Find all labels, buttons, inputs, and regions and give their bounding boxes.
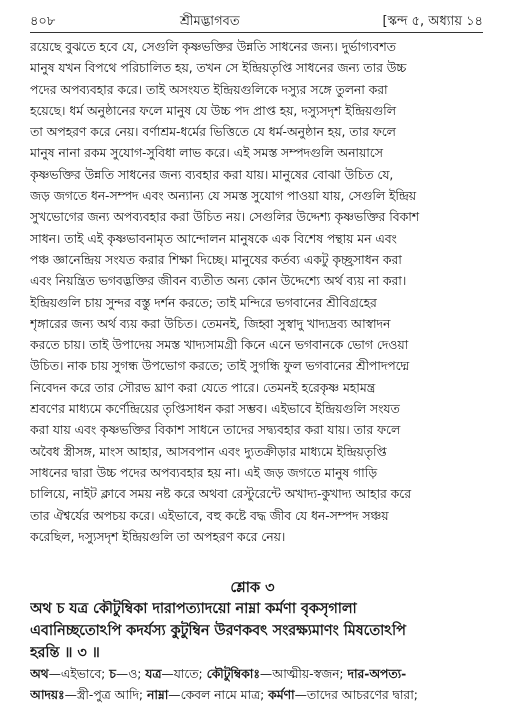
verse-line: অথ চ যত্র কৌটুম্বিকা দারাপত্যাদয়ো নাম্না কর্মণা বৃকসৃগালা — [30, 601, 357, 617]
purport-line: জড় জগতে ধন-সম্পদ এবং অন্যান্য যে সমস্ত সুযোগ পাওয়া যায়, সেগুলি ইন্দ্রিয় — [30, 189, 417, 204]
purport-line: সাধন। তাই এই কৃষ্ণভাবনামৃত আন্দোলন মানুষকে এক বিশেষ পন্থায় মন এবং — [30, 231, 397, 246]
purport-line: করেছিল, দস্যুসদৃশ ইন্দ্রিয়গুলি তা অপহরণ করে নেয়। — [30, 529, 286, 544]
purport-line: শৃঙ্গারের জন্য অর্থ ব্যয় করা উচিত। তেমনই, জিহ্বা সুস্বাদু খাদ্যদ্রব্য আস্বাদন — [30, 316, 391, 331]
purport-line: করতে চায়। তাই উপাদেয় সমস্ত খাদ্যসামগ্রী কিনে এনে ভগবানকে ভোগ দেওয়া — [30, 338, 409, 353]
term-meaning: —ও; — [115, 667, 146, 681]
header-divider — [30, 32, 483, 33]
purport-line: সাধনের দ্বারা উচ্চ পদের অপব্যবহার হয় না। এই জড় জগতে মানুষ গাড়ি — [30, 465, 378, 480]
purport-line: করা যায় এবং কৃষ্ণভক্তির বিকাশ সাধনে তাদের সদ্ব্যবহার করা যায়। তার ফলে — [30, 423, 401, 438]
term-meaning: —স্ত্রী-পুত্র আদি; — [64, 688, 147, 702]
sanskrit-term: নাম্না — [147, 688, 169, 702]
purport-line: রয়েছে বুঝতে হবে যে, সেগুলি কৃষ্ণভক্তির উন্নতি সাধনের জন্য। দুর্ভাগ্যবশত — [30, 40, 396, 54]
purport-text — [30, 37, 485, 548]
purport-line: কৃষ্ণভক্তির উন্নতি সাধনের জন্য ব্যবহার করা যায়। মানুষের বোঝা উচিত যে, — [30, 167, 394, 182]
purport-line: নিবেদন করে তার সৌরভ ঘ্রাণ করা যেতে পারে। তেমনই হরেকৃষ্ণ মহামন্ত্র — [30, 380, 376, 395]
page-number: ৪০৮ — [30, 14, 56, 29]
verse-text — [30, 598, 485, 664]
purport-line: মানুষ নানা রকম সুযোগ-সুবিধা লাভ করে। এই সমস্ত সম্পদগুলি অনায়াসে — [30, 146, 383, 161]
purport-line: উচিত। নাক চায় সুগন্ধ উপভোগ করতে; তাই সুগন্ধি ফুল ভগবানের শ্রীপাদপদ্মে — [30, 359, 410, 374]
purport-line: হয়েছে। ধর্ম অনুষ্ঠানের ফলে মানুষ যে উচ্চ পদ প্রাপ্ত হয়, দস্যুসদৃশ ইন্দ্রিয়গুলি — [30, 103, 396, 118]
purport-line: তা অপহরণ করে নেয়। বর্ণাশ্রম-ধর্মের ভিত্তিতে যে ধর্ম-অনুষ্ঠান হয়, তার ফলে — [30, 125, 396, 140]
verse-line: হরন্তি ॥ ৩ ॥ — [30, 645, 100, 661]
purport-line: এবং নিয়ন্ত্রিত ভগবদ্ভক্তির জীবন ব্যতীত অন্য কোন উদ্দেশ্যে অর্থ ব্যয় না করা। — [30, 274, 407, 289]
purport-line: তার ঐশ্বর্যের অপচয় করে। এইভাবে, বহু কষ্টে বদ্ধ জীব যে ধন-সম্পদ সঞ্চয় — [30, 508, 389, 523]
sanskrit-term: অথ — [30, 667, 49, 681]
synonyms-line — [30, 685, 485, 706]
term-meaning: —যাতে; — [161, 667, 207, 681]
purport-line: মানুষ যখন বিপথে পরিচালিত হয়, তখন সে ইন্দ্রিয়তৃপ্তি সাধনের জন্য তার উচ্চ — [30, 61, 407, 76]
purport-line: চালিয়ে, নাইট ক্লাবে সময় নষ্ট করে অথবা রেস্টুরেন্টে অখাদ্য-কুখাদ্য আহার করে — [30, 487, 411, 502]
sanskrit-term: দার-অপত্য- — [347, 667, 407, 681]
verse-heading: শ্লোক ৩ — [230, 580, 275, 596]
term-meaning: —কেবল নামে মাত্র; — [168, 688, 269, 702]
term-meaning: —এইভাবে; — [48, 667, 110, 681]
verse-line: এবানিচ্ছতোঽপি কদর্যস্য কুটুম্বিন উরণকবৎ সংরক্ষ্যমাণং মিষতোঽপি — [30, 623, 406, 639]
synonyms-line — [30, 664, 485, 685]
sanskrit-term: আদয়ঃ — [30, 688, 65, 702]
purport-line: শ্রবণের মাধ্যমে কর্ণেন্দ্রিয়ের তৃপ্তিসাধন করা সম্ভব। এইভাবে ইন্দ্রিয়গুলি সংযত — [30, 402, 400, 417]
book-title: শ্রীমদ্ভাগবত — [180, 14, 240, 29]
sanskrit-term: যত্র — [145, 667, 162, 681]
purport-line: পঞ্চ জ্ঞানেন্দ্রিয় সংযত করার শিক্ষা দিচ্ছে। মানুষের কর্তব্য একটু কৃচ্ছ্রসাধন করা — [30, 252, 402, 267]
sanskrit-term: চ — [109, 667, 116, 681]
canto-chapter-reference: [স্কন্দ ৫, অধ্যায় ১৪ — [382, 14, 483, 29]
sanskrit-term: কৌটুম্বিকাঃ — [206, 667, 260, 681]
term-meaning: —তাদের আচরণের দ্বারা; — [294, 688, 418, 702]
term-meaning: —আত্মীয়-স্বজন; — [259, 667, 348, 681]
purport-line: পদের অপব্যবহার করে। তাই অসংযত ইন্দ্রিয়গুলিকে দস্যুর সঙ্গে তুলনা করা — [30, 82, 388, 97]
purport-line: সুখভোগের জন্য অপব্যবহার করা উচিত নয়। সেগুলির উদ্দেশ্য কৃষ্ণভক্তির বিকাশ — [30, 210, 420, 225]
purport-line: অবৈধ স্ত্রীসঙ্গ, মাংস আহার, আসবপান এবং দ্যুতক্রীড়ার মাধ্যমে ইন্দ্রিয়তৃপ্তি — [30, 444, 387, 459]
purport-line: ইন্দ্রিয়গুলি চায় সুন্দর বস্তু দর্শন করতে; তাই মন্দিরে ভগবানের শ্রীবিগ্রহের — [30, 295, 377, 310]
synonyms-text — [30, 664, 485, 706]
sanskrit-term: কর্মণা — [268, 688, 295, 702]
